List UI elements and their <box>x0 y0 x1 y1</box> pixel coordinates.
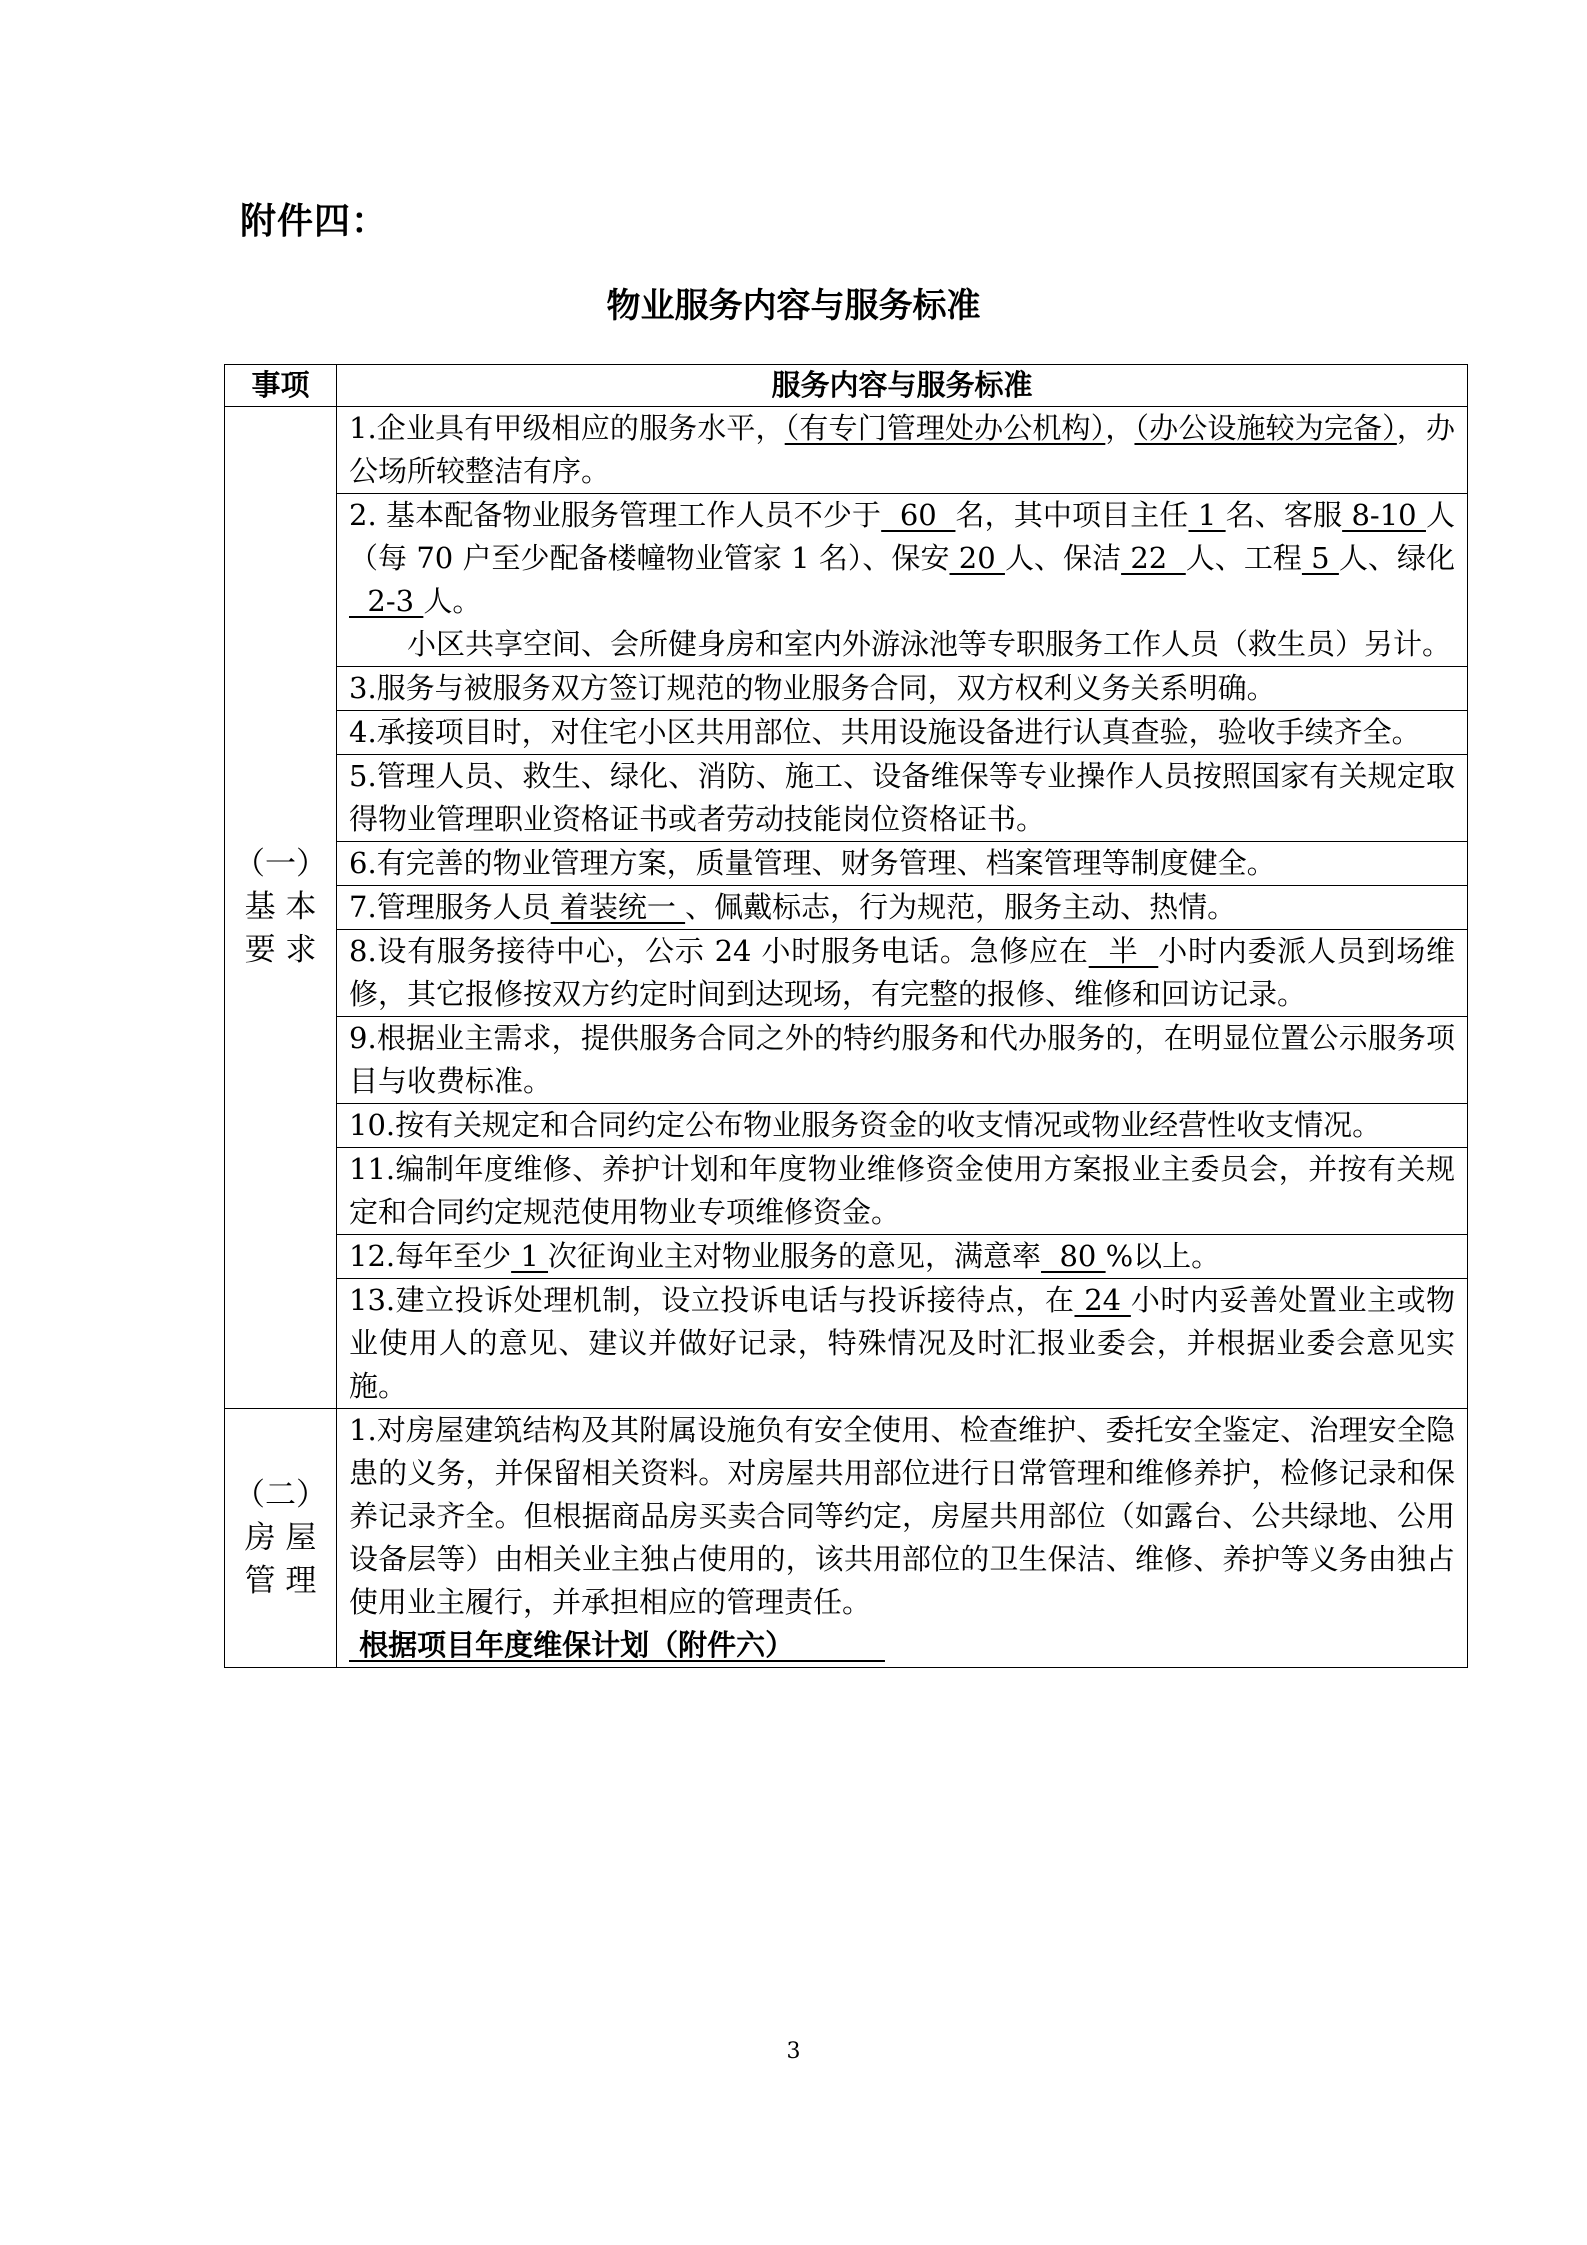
content-cell <box>337 407 1468 494</box>
category-line: 要 求 <box>244 932 317 968</box>
table-row <box>225 1017 1468 1104</box>
filled-blank: 22 <box>1121 541 1186 575</box>
content-cell <box>337 1148 1468 1235</box>
text-fragment: 小时内委派人员到场维修，其它报修按双方约定时间到达现场，有完整的报修、维修和回访记录。 <box>349 934 1455 1011</box>
text-fragment: %以上。 <box>1105 1239 1221 1273</box>
text-fragment: 次征询业主对物业服务的意见，满意率 <box>548 1239 1042 1273</box>
text-fragment: 8.设有服务接待中心，公示 24 小时服务电话。急修应在 <box>349 934 1089 968</box>
table-row <box>225 842 1468 886</box>
text-fragment: ，办公场所较整洁有序。 <box>349 411 1455 488</box>
filled-blank: （有专门管理处办公机构） <box>784 411 1106 445</box>
filled-blank: 20 <box>949 541 1005 575</box>
content-cell <box>337 1409 1468 1668</box>
content-cell <box>337 494 1468 667</box>
text-fragment: 9.根据业主需求，提供服务合同之外的特约服务和代办服务的，在明显位置公示服务项目与收费标准。 <box>349 1021 1455 1098</box>
text-fragment: 2. 基本配备物业服务管理工作人员不少于 <box>349 498 882 532</box>
content-cell <box>337 842 1468 886</box>
content-cell <box>337 1235 1468 1279</box>
item-text <box>349 886 1455 929</box>
text-fragment: 小时内妥善处置业主或物业使用人的意见、建议并做好记录，特殊情况及时汇报业委会，并根据业委会意见实施。 <box>349 1283 1455 1403</box>
text-fragment: ， <box>1105 411 1135 445</box>
table-row <box>225 1148 1468 1235</box>
content-cell <box>337 755 1468 842</box>
text-fragment: 人、绿化 <box>1338 541 1455 575</box>
text-fragment: 13.建立投诉处理机制，设立投诉电话与投诉接待点，在 <box>349 1283 1075 1317</box>
filled-blank: 8-10 <box>1342 498 1426 532</box>
table-row <box>225 1104 1468 1148</box>
category-cell <box>225 407 337 1409</box>
content-cell <box>337 1279 1468 1409</box>
item-text <box>349 407 1455 493</box>
table-row <box>225 407 1468 494</box>
item-text <box>349 1279 1455 1408</box>
filled-blank: 5 <box>1301 541 1339 575</box>
table-row <box>225 667 1468 711</box>
header-content: 服务内容与服务标准 <box>337 365 1468 407</box>
text-fragment: 人（每 70 户至少配备楼幢物业管家 1 名）、保安 <box>349 498 1455 575</box>
filled-blank: 半 <box>1088 934 1159 968</box>
item-text <box>349 1148 1455 1234</box>
filled-blank: 2-3 <box>349 584 424 618</box>
table-row <box>225 930 1468 1017</box>
attachment-label: 附件四： <box>240 200 389 242</box>
item-text <box>349 842 1455 885</box>
item-text <box>349 494 1455 623</box>
text-fragment: 1.对房屋建筑结构及其附属设施负有安全使用、检查维护、委托安全鉴定、治理安全隐患的义务，并保留相关资料。对房屋共用部位进行日常管理和维修养护，检修记录和保养记录齐全。但根据商品房买卖合同等约定，房屋共用部位（如露台、公共绿地、公用设备层等）由相关业主独占使用的，该共用部位的卫生保洁、维修、养护等义务由独占使用业主履行，并承担相应的管理责任。 <box>349 1413 1455 1619</box>
document-title: 物业服务内容与服务标准 <box>606 286 981 326</box>
text-fragment: 11.编制年度维修、养护计划和年度物业维修资金使用方案报业主委员会，并按有关规定和合同约定规范使用物业专项维修资金。 <box>349 1152 1455 1229</box>
table-row <box>225 1409 1468 1668</box>
table-header-row <box>225 365 1468 407</box>
item-text <box>349 1104 1455 1147</box>
item-text <box>349 711 1455 754</box>
content-cell <box>337 711 1468 755</box>
filled-blank: 着装统一 <box>550 890 686 924</box>
item-text <box>349 755 1455 841</box>
category-line: 基 本 <box>244 889 317 925</box>
content-cell <box>337 930 1468 1017</box>
table-row <box>225 1279 1468 1409</box>
filled-blank: 60 <box>881 498 956 532</box>
item-note: 小区共享空间、会所健身房和室内外游泳池等专职服务工作人员（救生员）另计。 <box>407 627 1452 661</box>
table-row <box>225 755 1468 842</box>
text-fragment: 人、保洁 <box>1004 541 1122 575</box>
text-fragment: 4.承接项目时，对住宅小区共用部位、共用设施设备进行认真查验，验收手续齐全。 <box>349 715 1421 749</box>
filled-blank: 80 <box>1041 1239 1106 1273</box>
maintenance-plan-reference: 根据项目年度维保计划（附件六） <box>349 1628 885 1662</box>
table-row <box>225 494 1468 667</box>
text-fragment: 7.管理服务人员 <box>349 890 551 924</box>
text-fragment: 、佩戴标志，行为规范，服务主动、热情。 <box>685 890 1237 924</box>
text-fragment: 5.管理人员、救生、绿化、消防、施工、设备维保等专业操作人员按照国家有关规定取得物业管理职业资格证书或者劳动技能岗位资格证书。 <box>349 759 1455 836</box>
category-line: （二） <box>234 1476 327 1513</box>
category-cell <box>225 1409 337 1668</box>
service-standard-table <box>224 364 1468 1668</box>
filled-blank: 1 <box>511 1239 549 1273</box>
page-number: 3 <box>786 2039 801 2064</box>
text-fragment: 12.每年至少 <box>349 1239 512 1273</box>
text-fragment: 1.企业具有甲级相应的服务水平， <box>349 411 785 445</box>
item-text <box>349 1409 1455 1624</box>
item-text <box>349 667 1455 710</box>
content-cell <box>337 886 1468 930</box>
item-text <box>349 930 1455 1016</box>
filled-blank: （办公设施较为完备） <box>1134 411 1397 445</box>
category-line: 房 屋 <box>244 1519 317 1556</box>
text-fragment: 名、客服 <box>1225 498 1343 532</box>
text-fragment: 10.按有关规定和合同约定公布物业服务资金的收支情况或物业经营性收支情况。 <box>349 1108 1382 1142</box>
table-row <box>225 1235 1468 1279</box>
table-row <box>225 886 1468 930</box>
content-cell <box>337 1104 1468 1148</box>
text-fragment: 名，其中项目主任 <box>955 498 1189 532</box>
text-fragment: 6.有完善的物业管理方案，质量管理、财务管理、档案管理等制度健全。 <box>349 846 1276 880</box>
text-fragment: 3.服务与被服务双方签订规范的物业服务合同，双方权利义务关系明确。 <box>349 671 1276 705</box>
text-fragment: 人、工程 <box>1185 541 1302 575</box>
category-line: 管 理 <box>244 1562 317 1599</box>
filled-blank: 1 <box>1188 498 1226 532</box>
table-row <box>225 711 1468 755</box>
text-fragment: 人。 <box>423 584 482 618</box>
content-cell <box>337 667 1468 711</box>
content-cell <box>337 1017 1468 1104</box>
header-category: 事项 <box>225 365 337 407</box>
bold-note-line <box>349 1624 1455 1667</box>
category-line: （一） <box>234 846 327 882</box>
item-text <box>349 1017 1455 1103</box>
item-text <box>349 1235 1455 1278</box>
filled-blank: 24 <box>1074 1283 1131 1317</box>
